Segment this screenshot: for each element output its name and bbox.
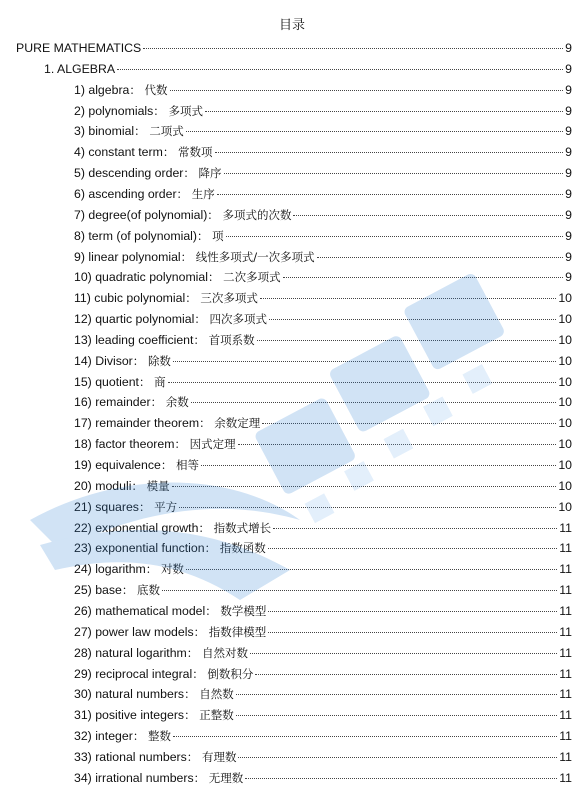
toc-leader-dots [215,151,564,153]
toc-page-number: 11 [559,603,572,618]
toc-leader-dots [273,527,557,529]
toc-page-number: 11 [559,583,572,598]
toc-entry-number: 11) [74,291,91,306]
toc-entry-number: 15) [74,374,92,389]
toc-leader-dots [269,318,556,320]
toc-entry-colon: ： [207,207,223,222]
toc-entry[interactable] [74,163,572,183]
toc-page-number: 10 [558,291,572,306]
toc-label [74,768,243,788]
toc-entry[interactable] [74,267,572,287]
toc-entry-english: descending order [88,166,184,181]
toc-page-number: 11 [559,687,572,702]
toc-entry-chinese: 首项系数 [208,332,255,347]
toc-entry-chinese: 二次多项式 [223,270,281,285]
toc-entry-colon: ： [185,291,201,306]
toc-entry[interactable] [74,247,572,267]
toc-entry-number: 34) [74,770,92,785]
toc-entry[interactable] [74,121,572,141]
toc-leader-dots [257,339,557,341]
toc-entry-number: 24) [74,562,92,577]
toc-label [74,101,203,121]
toc-entry-colon: ： [199,416,215,431]
toc-entry-chinese: 指数函数 [219,541,266,556]
toc-entry-number: 20) [74,478,92,493]
toc-entry[interactable] [74,726,572,746]
toc-entry-english: algebra [88,82,130,97]
toc-label [74,288,258,308]
toc-entry[interactable] [74,351,572,371]
toc-entry-number: 8) [74,228,85,243]
toc-entry-colon: ： [138,374,155,389]
toc-label [44,59,115,79]
toc-leader-dots [268,610,557,612]
toc-entry-chinese: 余数 [165,395,189,410]
toc-entry-colon: ： [193,770,209,785]
toc-entry-chinese: 指数式增长 [213,520,272,535]
toc-entry-chinese: 自然数 [199,687,234,702]
toc-leader-dots [224,172,564,174]
toc-page-number: 10 [558,437,572,452]
toc-label [74,497,177,517]
toc-page-number: 9 [565,207,572,222]
toc-entry[interactable] [74,184,572,204]
toc-label [74,705,234,725]
toc-entry-chinese: 多项式的次数 [222,207,292,222]
toc-entry-chinese: 倒数积分 [207,666,254,681]
toc-leader-dots [268,547,557,549]
toc-entry-english: moduli [95,478,132,493]
toc-entry[interactable] [74,330,572,350]
toc-leader-dots [236,714,558,716]
toc-entry-number: 12) [74,312,92,327]
toc-entry-chinese: 自然对数 [201,645,248,660]
toc-leader-dots [191,401,557,403]
toc-entry-english: irrational numbers [95,770,194,785]
toc-entry-number: 22) [74,520,92,535]
toc-entry-english: Divisor [95,353,133,368]
toc-entry-chinese: 因式定理 [189,437,236,452]
toc-leader-dots [260,297,556,299]
toc-entry[interactable] [74,747,572,767]
toc-entry-colon: ： [194,312,210,327]
toc-entry-colon: ： [184,687,200,702]
toc-page-number: 11 [559,729,572,744]
toc-leader-dots [168,381,557,383]
toc-entry-english: natural logarithm [95,645,187,660]
toc-leader-dots [173,360,556,362]
toc-entry-chinese: 除数 [147,353,171,368]
toc-entry-colon: ： [183,166,199,181]
toc-entry-colon: ： [193,332,209,347]
toc-entry[interactable] [74,205,572,225]
toc-entry[interactable] [74,580,572,600]
toc-entry-number: 23) [74,541,92,556]
page-title: 目录 [278,18,305,33]
toc-label [74,747,236,767]
toc-label [74,518,271,538]
toc-entry-english: quartic polynomial [95,312,195,327]
toc-entry-english: positive integers [95,708,185,723]
toc-leader-dots [317,256,563,258]
toc-page-number: 11 [559,749,572,764]
toc-page-number: 10 [558,312,572,327]
toc-entry-chinese: 有理数 [201,749,237,764]
toc-label [74,226,224,246]
toc-entry[interactable] [74,434,572,454]
toc-label [74,142,213,162]
toc-entry-number: 31) [74,708,92,723]
toc-leader-dots [268,631,557,633]
toc-entry-english: leading coefficient [95,332,194,347]
toc-entry[interactable] [74,664,572,684]
toc-page-number: 9 [565,270,572,285]
toc-leader-dots [201,464,556,466]
toc-leader-dots [172,485,557,487]
toc-page-number: 9 [565,145,572,160]
toc-entry-chinese: 代数 [144,82,168,97]
toc-entry[interactable] [74,288,572,308]
toc-page-number: 11 [559,770,572,785]
toc-entry[interactable] [74,372,572,392]
toc-page-number: 9 [565,166,572,181]
toc-chapter-title: 1. ALGEBRA [44,61,116,76]
toc-leader-dots [143,47,563,49]
toc-entry-english: factor theorem [95,437,175,452]
toc-entry-english: rational numbers [95,749,187,764]
toc-entry-number: 10) [74,270,92,285]
toc-entry-chinese: 常数项 [178,145,213,160]
toc-entry-colon: ： [160,458,176,472]
toc-entry[interactable] [74,392,572,412]
toc-entry-colon: ： [193,624,209,639]
toc-label [74,476,170,496]
toc-page-number: 9 [565,249,572,264]
toc-page-number: 11 [559,666,572,681]
toc-entry-colon: ： [129,82,145,97]
toc-entry-english: linear polynomial [88,249,181,264]
toc-entry-number: 21) [74,499,92,514]
toc-entry-colon: ： [208,270,224,285]
toc-chapter-heading[interactable] [44,59,572,79]
toc-entry-number: 27) [74,624,92,639]
toc-entry-number: 19) [74,458,92,472]
toc-entry[interactable] [74,705,572,725]
toc-label [74,622,266,642]
toc-leader-dots [255,673,557,675]
toc-entry-number: 5) [74,166,85,181]
toc-entry-colon: ： [121,583,138,598]
toc-leader-dots [238,756,557,758]
toc-page-number: 9 [565,228,572,243]
toc-page-number: 11 [559,541,572,556]
toc-part-heading[interactable] [16,38,572,58]
toc-entry-colon: ： [162,145,179,160]
toc-page-number: 11 [559,708,572,723]
toc-entry-colon: ： [174,437,190,452]
toc-leader-dots [238,443,557,445]
toc-entry-number: 3) [74,124,85,139]
toc-entry[interactable] [74,518,572,538]
toc-entry-number: 1) [74,82,85,97]
toc-label [74,205,291,225]
toc-entry-english: exponential growth [95,520,199,535]
toc-page-number: 10 [558,499,572,514]
toc-page-number: 10 [558,395,572,410]
toc-leader-dots [250,652,557,654]
toc-entry-english: quadratic polynomial [95,270,208,285]
toc-entry-number: 30) [74,687,92,702]
toc-label [74,643,248,663]
toc-label [74,121,184,141]
toc-entry-colon: ： [186,749,202,764]
toc-page-number: 10 [558,458,572,472]
toc-entry-number: 26) [74,603,92,618]
toc-entry[interactable] [74,643,572,663]
toc-entry-number: 18) [74,437,92,452]
toc-page-number: 11 [559,562,572,577]
toc-entry-colon: ： [132,353,148,368]
toc-entry-chinese: 线性多项式/一次多项式 [195,249,315,264]
toc-label [74,267,281,287]
toc-entry[interactable] [74,101,572,121]
toc-entry-number: 16) [74,395,92,410]
toc-entry[interactable] [74,601,572,621]
toc-entry[interactable] [74,226,572,246]
toc-leader-dots [226,235,563,237]
toc-entry-chinese: 降序 [198,166,222,181]
toc-page-number: 9 [565,186,572,201]
toc-page-number: 11 [559,624,572,639]
toc-entry-colon: ： [153,103,169,118]
toc-label [74,392,189,412]
toc-entry-chinese: 指数律模型 [208,624,267,639]
toc-entry-chinese: 底数 [137,583,161,598]
toc-leader-dots [245,777,557,779]
toc-entry-english: polynomials [88,103,154,118]
toc-label [74,247,315,267]
toc-leader-dots [262,422,556,424]
toc-entry-english: integer [95,729,133,744]
toc-label [74,80,168,100]
toc-entry-colon: ： [176,186,192,201]
toc-entry-english: remainder [95,395,151,410]
toc-label [74,601,266,621]
toc-entry-english: squares [95,499,139,514]
toc-page-number: 11 [559,520,572,535]
toc-label [74,538,266,558]
toc-entry-chinese: 相等 [176,458,199,472]
toc-page-number: 9 [565,124,572,139]
toc-label [74,726,171,746]
toc-page-number: 10 [558,332,572,347]
toc-entry[interactable] [74,768,572,788]
toc-leader-dots [236,693,558,695]
toc-label [74,184,215,204]
toc-entry-english: cubic polynomial [94,291,186,306]
toc-entry-chinese: 生序 [191,186,215,201]
toc-entry-colon: ： [205,603,221,618]
toc-entry-chinese: 四次多项式 [209,312,267,327]
toc-entry-chinese: 数学模型 [220,603,267,618]
toc-entry-chinese: 无理数 [208,770,244,785]
toc-entry-chinese: 二项式 [149,124,184,139]
toc-label [74,684,234,704]
toc-page-number: 10 [558,374,572,389]
toc-page-number: 11 [559,645,572,660]
toc-entry[interactable] [74,80,572,100]
toc-entry-chinese: 余数定理 [214,416,261,431]
toc-entry-colon: ： [145,562,161,577]
toc-entry[interactable] [74,684,572,704]
toc-entry-english: binomial [88,124,135,139]
toc-entry-colon: ： [138,499,155,514]
toc-entry-number: 14) [74,353,92,368]
toc-entry-colon: ： [184,708,200,723]
toc-entry-number: 13) [74,332,92,347]
toc-leader-dots [162,589,557,591]
toc-entry-colon: ： [186,645,202,660]
toc-part-title: PURE MATHEMATICS [16,41,142,55]
toc-entry-english: logarithm [95,562,146,577]
toc-entry-chinese: 多项式 [168,103,203,118]
toc-leader-dots [117,68,563,70]
toc-entry-colon: ： [192,666,208,681]
toc-page-number: 10 [558,416,572,431]
toc-entry-number: 4) [74,145,85,160]
toc-page-number: 10 [558,478,572,493]
toc-entry-number: 32) [74,729,92,744]
toc-leader-dots [170,89,564,91]
toc-entry-english: base [95,583,122,598]
toc-leader-dots [217,193,563,195]
toc-entry-chinese: 模量 [146,478,170,493]
toc-entry[interactable] [74,538,572,558]
toc-entry-english: equivalence [95,458,161,472]
toc-entry-english: remainder theorem [95,416,200,431]
toc-entry-colon: ： [150,395,166,410]
toc-entry-number: 9) [74,249,85,264]
toc-page-number: 9 [565,61,572,76]
toc-label [74,351,171,371]
toc-entry-colon: ： [132,729,148,744]
toc-entry[interactable] [74,309,572,329]
toc-leader-dots [186,568,557,570]
toc-leader-dots [179,506,556,508]
toc-entry-number: 2) [74,103,85,118]
toc-leader-dots [283,276,564,278]
toc-page-number: 9 [565,41,572,55]
toc-entry-chinese: 三次多项式 [200,291,258,306]
toc-entry[interactable] [74,413,572,433]
toc-entry-chinese: 对数 [160,562,184,577]
toc-entry[interactable] [74,476,572,496]
toc-entry[interactable] [74,497,572,517]
toc-entry[interactable] [74,559,572,579]
toc-label [74,664,253,684]
toc-label [74,559,184,579]
toc-entry[interactable] [74,142,572,162]
toc-entry-number: 33) [74,749,92,764]
toc-entry-english: mathematical model [95,603,206,618]
toc-label [74,163,222,183]
toc-entry-colon: ： [197,228,213,243]
toc-label [74,455,199,475]
toc-entry-number: 6) [74,186,85,201]
toc-entry-number: 29) [74,666,92,681]
toc-leader-dots [186,130,563,132]
toc-entry-english: ascending order [88,186,177,201]
toc-leader-dots [205,110,563,112]
toc-entry-number: 28) [74,645,92,660]
toc-entry-chinese: 整数 [147,729,171,744]
toc-leader-dots [293,214,563,216]
toc-entry-chinese: 平方 [154,499,178,514]
toc-label [74,434,236,454]
toc-entry-english: degree(of polynomial) [88,207,208,222]
toc-entry-english: constant term [88,145,163,160]
toc-label [74,580,160,600]
toc-entry-english: quotient [95,374,139,389]
toc-entry-number: 25) [74,583,92,598]
toc-label [74,413,260,433]
toc-entry-colon: ： [204,541,220,556]
toc-entry-english: exponential function [95,541,205,556]
toc-entry-chinese: 项 [212,228,224,243]
toc-page-number: 10 [558,353,572,368]
toc-page-number: 9 [565,82,572,97]
toc-label [74,372,166,392]
toc-entry-english: term (of polynomial) [88,228,198,243]
toc-entry-chinese: 商 [154,374,166,389]
toc-label [74,309,267,329]
toc-entry-english: natural numbers [95,687,185,702]
toc-page-number: 9 [565,103,572,118]
toc-entry-colon: ： [198,520,214,535]
toc-label [16,38,141,58]
toc-entry-colon: ： [134,124,150,139]
toc-entry-colon: ： [131,478,147,493]
toc-entry-english: reciprocal integral [95,666,193,681]
toc-label [74,330,255,350]
toc-leader-dots [173,735,557,737]
toc-entry-english: power law models [95,624,194,639]
toc-entry-chinese: 正整数 [199,708,234,723]
toc-entry-colon: ： [180,249,196,264]
toc-entry-number: 17) [74,416,92,431]
toc-entry[interactable] [74,455,572,475]
toc-entry-number: 7) [74,207,85,222]
toc-entry[interactable] [74,622,572,642]
